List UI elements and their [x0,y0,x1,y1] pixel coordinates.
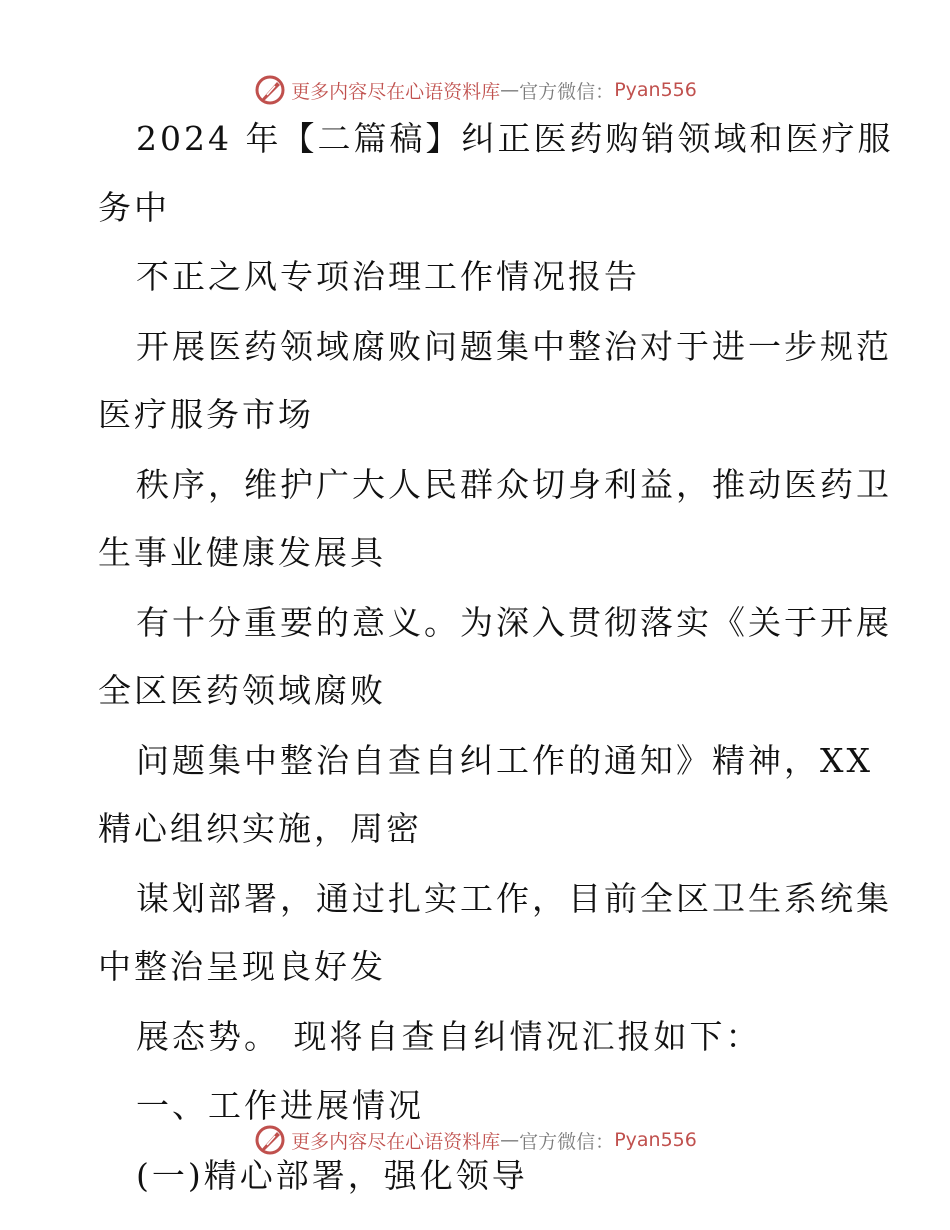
body-paragraph [98,740,873,848]
watermark-dash: — [500,1129,520,1151]
body-paragraph [98,878,892,986]
section-heading [98,1086,858,1125]
watermark-wechat-label: 官方微信： [519,80,615,103]
section-heading-line: 一、工作进展情况 [136,1086,424,1125]
body-line: 全区医药领域腐败 [98,671,386,710]
watermark-brand-text: 更多内容尽在心语资料库 [291,80,501,103]
body-line: 秩序，维护广大人民群众切身利益，推动医药卫 [136,464,892,504]
document-body [98,119,894,1195]
body-paragraph [98,602,892,710]
watermark-wechat-id: Pyan556 [614,79,697,101]
body-line: 开展医药领域腐败问题集中整治对于进一步规范 [136,326,892,366]
title-line-2: 务中 [98,187,170,227]
title-line-1: 2024 年【二篇稿】纠正医药购销领域和医疗服 [136,119,894,158]
watermark-brand-text: 更多内容尽在心语资料库 [291,1130,501,1153]
body-line: 问题集中整治自查自纠工作的通知》精神，XX [136,740,873,780]
watermark-footer [0,1120,950,1160]
watermark-header [0,70,950,110]
feather-circle-logo-icon [253,1123,287,1157]
body-line: 精心组织实施，周密 [98,809,422,848]
body-line: 有十分重要的意义。为深入贯彻落实《关于开展 [136,602,892,642]
title-paragraph [98,119,894,227]
body-line: 医疗服务市场 [98,395,314,434]
watermark-wechat-label: 官方微信： [519,1130,615,1153]
body-paragraph [98,326,892,434]
subtitle-paragraph [98,257,858,296]
body-line: 中整治呈现良好发 [98,947,386,986]
watermark-dash: — [500,79,520,101]
subtitle-line: 不正之风专项治理工作情况报告 [136,257,640,296]
watermark-wechat-id: Pyan556 [614,1129,697,1151]
body-line: 生事业健康发展具 [98,533,386,572]
body-line: 谋划部署，通过扎实工作，目前全区卫生系统集 [136,878,892,918]
subsection-heading-line: (一)精心部署，强化领导 [136,1155,528,1195]
body-paragraph [98,464,892,572]
body-line: 展态势。 现将自查自纠情况汇报如下： [136,1016,762,1056]
feather-circle-logo-icon [253,73,287,107]
subsection-heading [98,1155,858,1195]
body-paragraph [98,1016,858,1056]
